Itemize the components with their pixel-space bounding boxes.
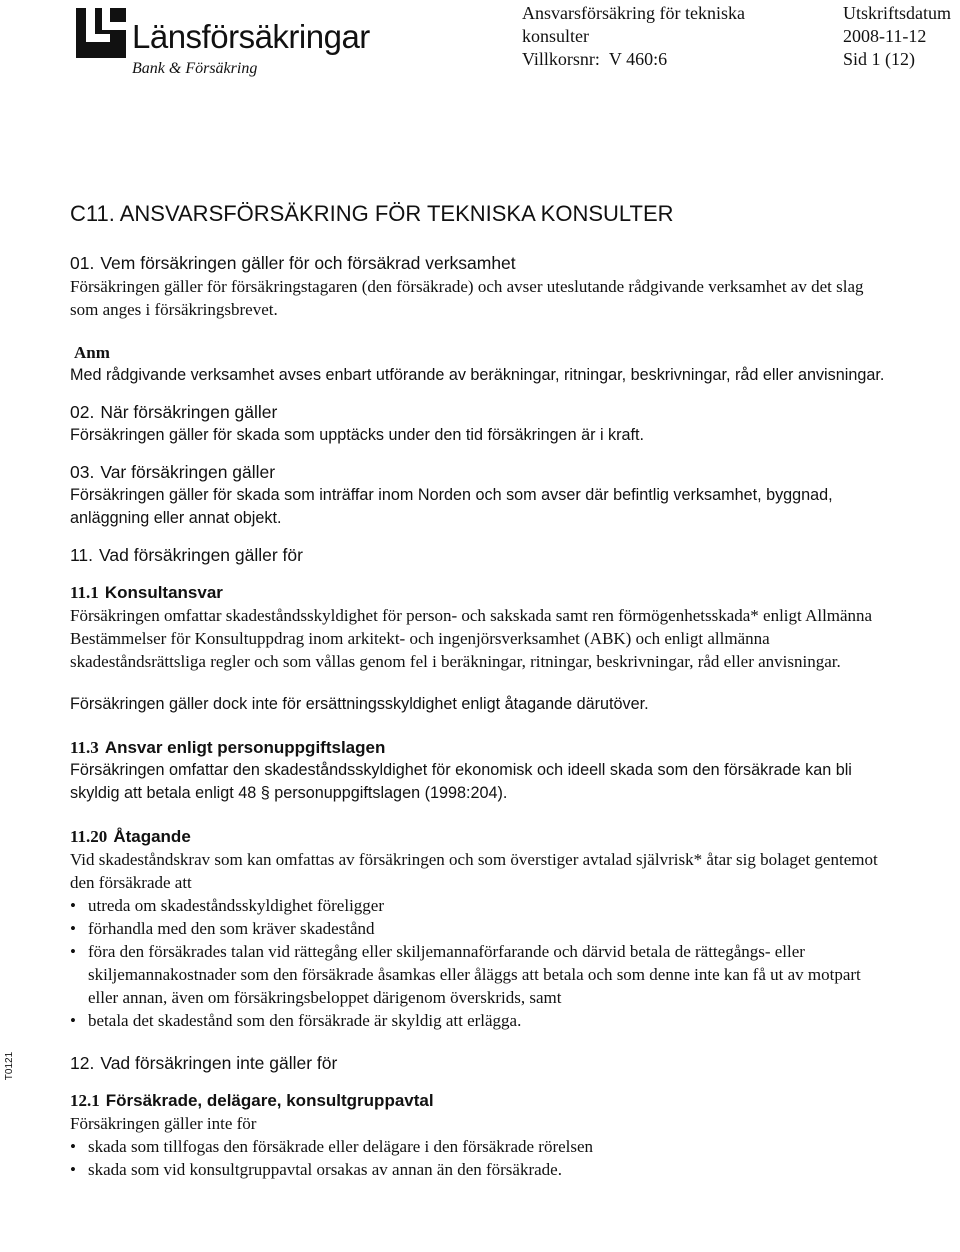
section-01-text: Försäkringen gäller för försäkringstagaren (den försäkrade) och avser uteslutande rådgivande verksamhet av det slag som anges i försäkringsbrevet. [70,277,864,319]
section-number: 12. [70,1053,95,1073]
anm-label: Anm [74,343,110,362]
section-02-heading [70,401,885,424]
section-number: 03. [70,462,95,482]
print-date: 2008-11-12 [843,26,927,46]
subsection-title: Konsultansvar [104,583,223,602]
section-11-3-text: Försäkringen omfattar den skadeståndsskyldighet för ekonomisk och ideell skada som den försäkrade kan bli skyldig att betala enligt 48 § personuppgiftslagen (1998:204). [70,761,852,802]
section-12-1-heading [70,1089,885,1112]
section-12-heading [70,1052,885,1075]
subsection-number: 11.1 [70,583,99,602]
logo-name: Länsförsäkringar [132,18,370,55]
section-number: 11. [70,545,94,565]
doc-title-line-2: konsulter [522,26,589,46]
page-header [0,0,960,90]
list-item: • föra den försäkrades talan vid rättegång eller skiljemannaförfarande och därvid betala de rättegångs- eller skiljemannakostnader som den försäkrade åsamkas eller åläggs att betala och som denne inte kan få ut av motpart eller annan, även om försäkringsbeloppet därigenom överskrids, samt [70,940,885,1009]
side-code: T0121 [4,1051,15,1081]
section-11-3-heading [70,736,885,759]
section-number: 01. [70,253,95,273]
villkor-value: V 460:6 [608,49,668,69]
print-info [843,2,951,71]
section-11-heading [70,544,885,567]
anm-text: Med rådgivande verksamhet avses enbart utförande av beräkningar, ritningar, beskrivningar, råd eller anvisningar. [70,366,885,384]
company-logo [74,6,394,78]
villkor-label: Villkorsnr: [522,49,600,69]
list-item: • skada som tillfogas den försäkrade eller delägare i den försäkrade rörelsen [70,1135,885,1158]
print-date-label: Utskriftsdatum [843,3,951,23]
section-12-1-list [70,1135,885,1181]
section-title: När försäkringen gäller [100,402,278,422]
section-title: Var försäkringen gäller [100,462,276,482]
section-11-20-heading [70,825,885,848]
subsection-title: Ansvar enligt personuppgiftslagen [104,738,386,757]
list-item: • utreda om skadeståndsskyldighet föreligger [70,894,885,917]
list-item: • förhandla med den som kräver skadestånd [70,917,885,940]
subsection-title: Försäkrade, delägare, konsultgruppavtal [105,1091,434,1110]
logo-subtitle: Bank & Försäkring [132,60,258,77]
document-info [522,2,745,71]
document-body [70,200,885,1181]
section-title: Vad försäkringen inte gäller för [100,1053,338,1073]
subsection-number: 12.1 [70,1091,100,1110]
subsection-number: 11.3 [70,738,99,757]
section-number: 02. [70,402,95,422]
section-02-text: Försäkringen gäller för skada som upptäcks under den tid försäkringen är i kraft. [70,426,645,444]
subsection-title: Åtagande [113,827,191,846]
list-item: • skada som vid konsultgruppavtal orsakas av annan än den försäkrade. [70,1158,885,1181]
section-11-20-list [70,894,885,1032]
section-11-1-heading [70,581,885,604]
section-12-1-intro: Försäkringen gäller inte för [70,1114,257,1133]
section-11-20-intro: Vid skadeståndskrav som kan omfattas av försäkringen och som överstiger avtalad självrisk* åtar sig bolaget gentemot den försäkrade att [70,850,878,892]
villkor-line [522,48,745,71]
page-number: Sid 1 (12) [843,49,915,69]
list-item: • betala det skadestånd som den försäkrade är skyldig att erlägga. [70,1009,885,1032]
section-11-1-text-2: Försäkringen gäller dock inte för ersättningsskyldighet enligt åtagande därutöver. [70,695,649,713]
section-title: Vad försäkringen gäller för [99,545,303,565]
section-03-heading [70,461,885,484]
section-11-1-text: Försäkringen omfattar skadeståndsskyldighet för person- och sakskada samt ren förmögenhetsskada* enligt Allmänna Bestämmelser för Konsultuppdrag inom arkitekt- och ingenjörsverksamhet (ABK) och enligt allmänna skadeståndsrättsliga regler och som vållas genom fel i beräkningar, ritningar, beskrivningar, råd eller anvisningar. [70,606,873,671]
section-title: Vem försäkringen gäller för och försäkrad verksamhet [100,253,516,273]
subsection-number: 11.20 [70,827,108,846]
section-03-text: Försäkringen gäller för skada som inträffar inom Norden och som avser där befintlig verksamhet, byggnad, anläggning eller annat objekt. [70,486,833,527]
lansforsakringar-logo-icon [74,6,128,60]
doc-title-line-1: Ansvarsförsäkring för tekniska [522,3,745,23]
page-title: C11. ANSVARSFÖRSÄKRING FÖR TEKNISKA KONSULTER [70,201,674,226]
section-01-heading [70,252,885,275]
